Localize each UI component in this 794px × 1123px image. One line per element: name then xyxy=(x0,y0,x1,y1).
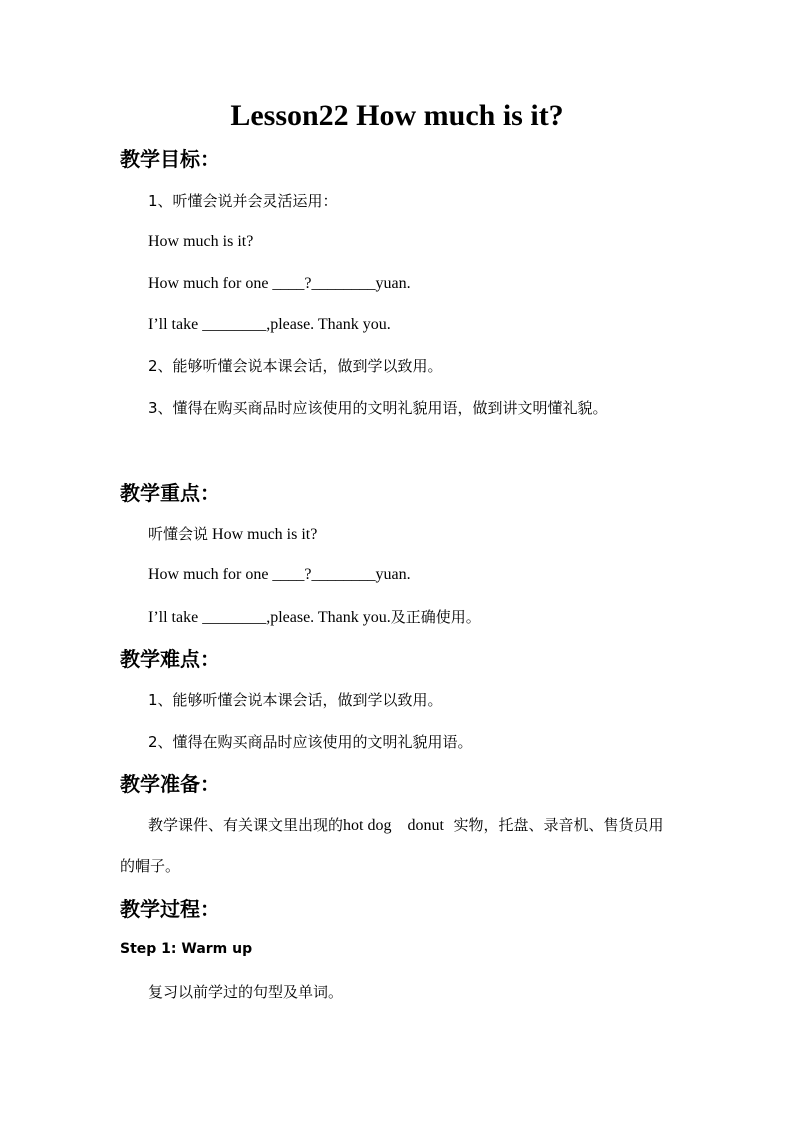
key-points-line3-en: I’ll take ________,please. Thank you. xyxy=(148,609,391,626)
objectives-item3: 3、懂得在购买商品时应该使用的文明礼貌用语，做到讲文明懂礼貌。 xyxy=(148,399,608,417)
objectives-heading: 教学目标： xyxy=(120,147,220,171)
preparation-heading: 教学准备： xyxy=(120,772,220,796)
key-points-line1-zh: 听懂会说 xyxy=(148,525,209,543)
key-points-line2: How much for one ____?________yuan. xyxy=(148,566,411,583)
preparation-text-part1: 教学课件、有关课文里出现的 xyxy=(148,816,344,834)
objectives-item1-intro: 1、听懂会说并会灵活运用： xyxy=(148,192,338,210)
key-points-heading: 教学重点： xyxy=(120,481,220,505)
objectives-item1-line1: How much is it? xyxy=(148,233,254,250)
process-heading: 教学过程： xyxy=(120,897,220,921)
step1-text: 复习以前学过的句型及单词。 xyxy=(148,983,344,1001)
page-title: Lesson22 How much is it? xyxy=(230,99,564,132)
key-points-line1-en: How much is it? xyxy=(208,526,318,543)
key-points-line1 xyxy=(148,523,317,546)
preparation-text-part2: 实物，托盘、录音机、售货员用的帽子。 xyxy=(120,816,664,875)
difficulties-item1: 1、能够听懂会说本课会话，做到学以致用。 xyxy=(148,691,443,709)
objectives-item2: 2、能够听懂会说本课会话，做到学以致用。 xyxy=(148,357,443,375)
key-points-line3 xyxy=(148,606,481,629)
difficulties-item2: 2、懂得在购买商品时应该使用的文明礼貌用语。 xyxy=(148,733,473,751)
objectives-item1-line2: How much for one ____?________yuan. xyxy=(148,275,411,292)
preparation-text-en: hot dog donut xyxy=(343,817,444,834)
preparation-text xyxy=(120,805,676,887)
key-points-line3-zh: 及正确使用。 xyxy=(390,608,481,626)
difficulties-heading: 教学难点： xyxy=(120,647,220,671)
objectives-item1-line3: I’ll take ________,please. Thank you. xyxy=(148,316,391,333)
step1-title: Step 1: Warm up xyxy=(120,941,253,957)
